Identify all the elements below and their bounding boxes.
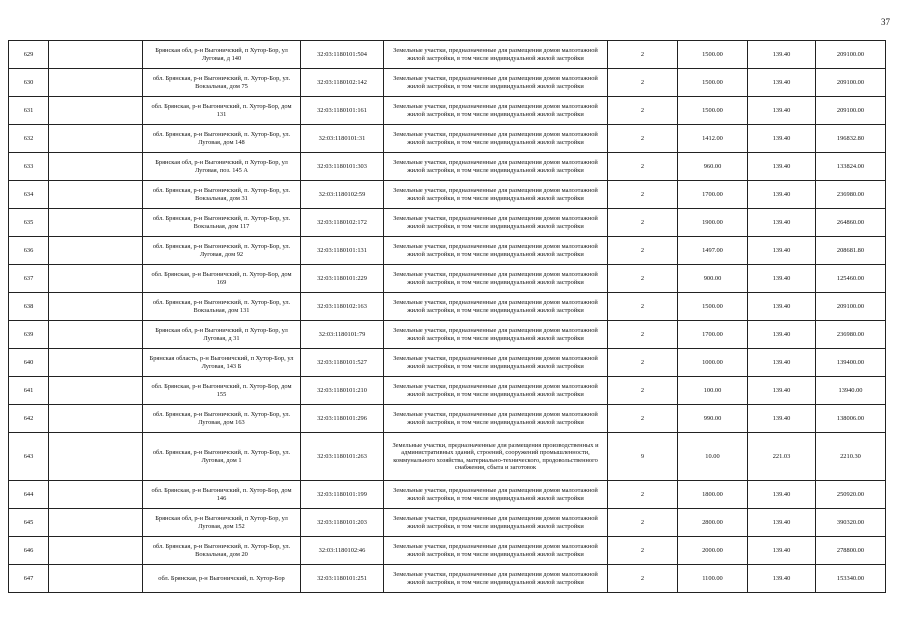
area-cell: 900.00 — [678, 265, 748, 293]
area-cell: 2000.00 — [678, 537, 748, 565]
cadastral-number-cell: 32:03:1180102:172 — [301, 209, 384, 237]
area-cell: 990.00 — [678, 405, 748, 433]
permitted-use-cell: Земельные участки, предназначенные для размещения домов малоэтажной жилой застройки, в том числе индивидуальной жилой застройки — [384, 293, 608, 321]
row-number-cell: 638 — [9, 293, 49, 321]
permitted-use-cell: Земельные участки, предназначенные для размещения домов малоэтажной жилой застройки, в том числе индивидуальной жилой застройки — [384, 321, 608, 349]
row-number-cell: 632 — [9, 125, 49, 153]
permitted-use-cell: Земельные участки, предназначенные для размещения домов малоэтажной жилой застройки, в том числе индивидуальной жилой застройки — [384, 481, 608, 509]
empty-cell — [49, 69, 143, 97]
specific-value-cell: 139.40 — [748, 293, 816, 321]
cadastral-value-cell: 133824.00 — [816, 153, 886, 181]
cadastral-value-cell: 2210.30 — [816, 433, 886, 481]
cadastral-number-cell: 32:03:1180101:504 — [301, 41, 384, 69]
permitted-use-cell: Земельные участки, предназначенные для размещения домов малоэтажной жилой застройки, в том числе индивидуальной жилой застройки — [384, 509, 608, 537]
permitted-use-cell: Земельные участки, предназначенные для размещения домов малоэтажной жилой застройки, в том числе индивидуальной жилой застройки — [384, 125, 608, 153]
empty-cell — [49, 237, 143, 265]
specific-value-cell: 139.40 — [748, 181, 816, 209]
row-number-cell: 645 — [9, 509, 49, 537]
specific-value-cell: 139.40 — [748, 265, 816, 293]
permitted-use-cell: Земельные участки, предназначенные для размещения домов малоэтажной жилой застройки, в том числе индивидуальной жилой застройки — [384, 237, 608, 265]
address-cell: обл. Брянская, р-н Выгоничский, п. Хутор-Бор, ул. Луговая, дом 148 — [143, 125, 301, 153]
empty-cell — [49, 481, 143, 509]
row-number-cell: 629 — [9, 41, 49, 69]
cadastral-value-cell: 236980.00 — [816, 321, 886, 349]
empty-cell — [49, 209, 143, 237]
address-cell: обл. Брянская, р-н Выгоничский, п. Хутор-Бор, ул. Луговая, дом 92 — [143, 237, 301, 265]
use-group-cell: 2 — [608, 481, 678, 509]
row-number-cell: 637 — [9, 265, 49, 293]
specific-value-cell: 139.40 — [748, 349, 816, 377]
specific-value-cell: 139.40 — [748, 537, 816, 565]
area-cell: 2800.00 — [678, 509, 748, 537]
cadastral-value-cell: 390320.00 — [816, 509, 886, 537]
specific-value-cell: 139.40 — [748, 69, 816, 97]
cadastral-number-cell: 32:03:1180101:210 — [301, 377, 384, 405]
use-group-cell: 2 — [608, 565, 678, 593]
empty-cell — [49, 433, 143, 481]
row-number-cell: 643 — [9, 433, 49, 481]
empty-cell — [49, 125, 143, 153]
specific-value-cell: 139.40 — [748, 153, 816, 181]
permitted-use-cell: Земельные участки, предназначенные для размещения домов малоэтажной жилой застройки, в том числе индивидуальной жилой застройки — [384, 349, 608, 377]
cadastral-value-cell: 250920.00 — [816, 481, 886, 509]
cadastral-number-cell: 32:03:1180101:79 — [301, 321, 384, 349]
cadastral-number-cell: 32:03:1180101:303 — [301, 153, 384, 181]
permitted-use-cell: Земельные участки, предназначенные для размещения домов малоэтажной жилой застройки, в том числе индивидуальной жилой застройки — [384, 97, 608, 125]
page-number: 37 — [881, 17, 890, 27]
address-cell: обл. Брянская, р-н Выгоничский, п. Хутор-Бор, дом 169 — [143, 265, 301, 293]
cadastral-number-cell: 32:03:1180101:296 — [301, 405, 384, 433]
area-cell: 1800.00 — [678, 481, 748, 509]
table-row — [9, 97, 886, 125]
use-group-cell: 2 — [608, 321, 678, 349]
specific-value-cell: 221.03 — [748, 433, 816, 481]
use-group-cell: 2 — [608, 349, 678, 377]
empty-cell — [49, 41, 143, 69]
empty-cell — [49, 321, 143, 349]
address-cell: обл. Брянская, р-н Выгоничский, п. Хутор-Бор, ул. Вокзальная, дом 31 — [143, 181, 301, 209]
cadastral-number-cell: 32:03:1180101:229 — [301, 265, 384, 293]
table-row — [9, 433, 886, 481]
permitted-use-cell: Земельные участки, предназначенные для размещения домов малоэтажной жилой застройки, в том числе индивидуальной жилой застройки — [384, 565, 608, 593]
area-cell: 960.00 — [678, 153, 748, 181]
row-number-cell: 634 — [9, 181, 49, 209]
permitted-use-cell: Земельные участки, предназначенные для размещения домов малоэтажной жилой застройки, в том числе индивидуальной жилой застройки — [384, 153, 608, 181]
row-number-cell: 640 — [9, 349, 49, 377]
use-group-cell: 2 — [608, 69, 678, 97]
address-cell: обл. Брянская, р-н Выгоничский, п. Хутор-Бор, ул. Вокзальная, дом 117 — [143, 209, 301, 237]
specific-value-cell: 139.40 — [748, 405, 816, 433]
permitted-use-cell: Земельные участки, предназначенные для размещения домов малоэтажной жилой застройки, в том числе индивидуальной жилой застройки — [384, 41, 608, 69]
use-group-cell: 2 — [608, 293, 678, 321]
cadastral-number-cell: 32:03:1180101:131 — [301, 237, 384, 265]
address-cell: Брянская обл, р-н Выгоничский, п Хутор-Бор, ул Луговая, д 140 — [143, 41, 301, 69]
cadastral-number-cell: 32:03:1180101:251 — [301, 565, 384, 593]
cadastral-value-cell: 264860.00 — [816, 209, 886, 237]
cadastral-number-cell: 32:03:1180101:199 — [301, 481, 384, 509]
address-cell: обл. Брянская, р-н Выгоничский, п. Хутор-Бор, дом 131 — [143, 97, 301, 125]
cadastral-number-cell: 32:03:1180101:161 — [301, 97, 384, 125]
area-cell: 1900.00 — [678, 209, 748, 237]
table-row — [9, 405, 886, 433]
empty-cell — [49, 537, 143, 565]
address-cell: обл. Брянская, р-н Выгоничский, п. Хутор-Бор, ул. Вокзальная, дом 131 — [143, 293, 301, 321]
permitted-use-cell: Земельные участки, предназначенные для размещения домов малоэтажной жилой застройки, в том числе индивидуальной жилой застройки — [384, 405, 608, 433]
cadastral-value-cell: 209100.00 — [816, 293, 886, 321]
address-cell: обл. Брянская, р-н Выгоничский, п. Хутор-Бор — [143, 565, 301, 593]
address-cell: обл. Брянская, р-н Выгоничский, п. Хутор-Бор, дом 155 — [143, 377, 301, 405]
cadastral-value-cell: 153340.00 — [816, 565, 886, 593]
address-cell: Брянская область, р-н Выгоничский, п Хутор-Бор, ул Луговая, 143 Б — [143, 349, 301, 377]
row-number-cell: 635 — [9, 209, 49, 237]
table-row — [9, 209, 886, 237]
table-row — [9, 349, 886, 377]
specific-value-cell: 139.40 — [748, 41, 816, 69]
specific-value-cell: 139.40 — [748, 321, 816, 349]
permitted-use-cell: Земельные участки, предназначенные для размещения домов малоэтажной жилой застройки, в том числе индивидуальной жилой застройки — [384, 537, 608, 565]
empty-cell — [49, 293, 143, 321]
area-cell: 1500.00 — [678, 69, 748, 97]
area-cell: 1100.00 — [678, 565, 748, 593]
table-row — [9, 265, 886, 293]
land-plots-table — [8, 40, 886, 593]
area-cell: 1412.00 — [678, 125, 748, 153]
table-row — [9, 481, 886, 509]
address-cell: обл. Брянская, р-н Выгоничский, п. Хутор-Бор, ул. Вокзальная, дом 20 — [143, 537, 301, 565]
empty-cell — [49, 405, 143, 433]
address-cell: Брянская обл, р-н Выгоничский, п Хутор-Бор, ул Луговая, д 31 — [143, 321, 301, 349]
use-group-cell: 2 — [608, 209, 678, 237]
table-row — [9, 181, 886, 209]
area-cell: 100.00 — [678, 377, 748, 405]
area-cell: 1500.00 — [678, 293, 748, 321]
cadastral-number-cell: 32:03:1180102:59 — [301, 181, 384, 209]
permitted-use-cell: Земельные участки, предназначенные для размещения производственных и административных зданий, строений, сооружений промышленности, коммунального хозяйства, материально-технического, продовольственного снабжения, сбыта и заготовок — [384, 433, 608, 481]
permitted-use-cell: Земельные участки, предназначенные для размещения домов малоэтажной жилой застройки, в том числе индивидуальной жилой застройки — [384, 69, 608, 97]
cadastral-value-cell: 196832.80 — [816, 125, 886, 153]
use-group-cell: 2 — [608, 181, 678, 209]
area-cell: 1700.00 — [678, 181, 748, 209]
row-number-cell: 630 — [9, 69, 49, 97]
cadastral-value-cell: 209100.00 — [816, 69, 886, 97]
cadastral-number-cell: 32:03:1180102:142 — [301, 69, 384, 97]
address-cell: обл. Брянская, р-н Выгоничский, п. Хутор-Бор, дом 146 — [143, 481, 301, 509]
use-group-cell: 2 — [608, 537, 678, 565]
cadastral-value-cell: 209100.00 — [816, 97, 886, 125]
cadastral-value-cell: 13940.00 — [816, 377, 886, 405]
use-group-cell: 2 — [608, 125, 678, 153]
table-row — [9, 125, 886, 153]
row-number-cell: 642 — [9, 405, 49, 433]
row-number-cell: 636 — [9, 237, 49, 265]
cadastral-number-cell: 32:03:1180101:263 — [301, 433, 384, 481]
use-group-cell: 2 — [608, 405, 678, 433]
permitted-use-cell: Земельные участки, предназначенные для размещения домов малоэтажной жилой застройки, в том числе индивидуальной жилой застройки — [384, 265, 608, 293]
use-group-cell: 2 — [608, 509, 678, 537]
table-row — [9, 321, 886, 349]
address-cell: обл. Брянская, р-н Выгоничский, п. Хутор-Бор, ул. Вокзальная, дом 75 — [143, 69, 301, 97]
table-row — [9, 293, 886, 321]
specific-value-cell: 139.40 — [748, 481, 816, 509]
specific-value-cell: 139.40 — [748, 565, 816, 593]
cadastral-value-cell: 278800.00 — [816, 537, 886, 565]
permitted-use-cell: Земельные участки, предназначенные для размещения домов малоэтажной жилой застройки, в том числе индивидуальной жилой застройки — [384, 181, 608, 209]
address-cell: обл. Брянская, р-н Выгоничский, п. Хутор-Бор, ул. Луговая, дом 163 — [143, 405, 301, 433]
table-row — [9, 377, 886, 405]
cadastral-value-cell: 208681.80 — [816, 237, 886, 265]
empty-cell — [49, 97, 143, 125]
area-cell: 1000.00 — [678, 349, 748, 377]
use-group-cell: 2 — [608, 41, 678, 69]
use-group-cell: 2 — [608, 237, 678, 265]
row-number-cell: 639 — [9, 321, 49, 349]
empty-cell — [49, 265, 143, 293]
address-cell: обл. Брянская, р-н Выгоничский, п. Хутор-Бор, ул. Луговая, дом 1 — [143, 433, 301, 481]
cadastral-value-cell: 139400.00 — [816, 349, 886, 377]
empty-cell — [49, 565, 143, 593]
specific-value-cell: 139.40 — [748, 209, 816, 237]
specific-value-cell: 139.40 — [748, 125, 816, 153]
row-number-cell: 641 — [9, 377, 49, 405]
table-row — [9, 41, 886, 69]
empty-cell — [49, 509, 143, 537]
row-number-cell: 647 — [9, 565, 49, 593]
table-row — [9, 69, 886, 97]
cadastral-value-cell: 209100.00 — [816, 41, 886, 69]
permitted-use-cell: Земельные участки, предназначенные для размещения домов малоэтажной жилой застройки, в том числе индивидуальной жилой застройки — [384, 377, 608, 405]
empty-cell — [49, 181, 143, 209]
area-cell: 10.00 — [678, 433, 748, 481]
table-row — [9, 537, 886, 565]
use-group-cell: 2 — [608, 377, 678, 405]
empty-cell — [49, 377, 143, 405]
specific-value-cell: 139.40 — [748, 97, 816, 125]
cadastral-value-cell: 125460.00 — [816, 265, 886, 293]
area-cell: 1700.00 — [678, 321, 748, 349]
empty-cell — [49, 349, 143, 377]
cadastral-number-cell: 32:03:1180101:527 — [301, 349, 384, 377]
area-cell: 1500.00 — [678, 41, 748, 69]
row-number-cell: 644 — [9, 481, 49, 509]
cadastral-number-cell: 32:03:1180102:163 — [301, 293, 384, 321]
permitted-use-cell: Земельные участки, предназначенные для размещения домов малоэтажной жилой застройки, в том числе индивидуальной жилой застройки — [384, 209, 608, 237]
use-group-cell: 2 — [608, 97, 678, 125]
area-cell: 1500.00 — [678, 97, 748, 125]
row-number-cell: 633 — [9, 153, 49, 181]
cadastral-number-cell: 32:03:1180101:31 — [301, 125, 384, 153]
table-body — [9, 41, 886, 593]
table-row — [9, 509, 886, 537]
cadastral-value-cell: 138006.00 — [816, 405, 886, 433]
use-group-cell: 2 — [608, 265, 678, 293]
specific-value-cell: 139.40 — [748, 377, 816, 405]
row-number-cell: 631 — [9, 97, 49, 125]
row-number-cell: 646 — [9, 537, 49, 565]
table-row — [9, 565, 886, 593]
specific-value-cell: 139.40 — [748, 237, 816, 265]
table-row — [9, 153, 886, 181]
use-group-cell: 2 — [608, 153, 678, 181]
area-cell: 1497.00 — [678, 237, 748, 265]
address-cell: Брянская обл, р-н Выгоничский, п Хутор-Бор, ул Луговая, дом 152 — [143, 509, 301, 537]
empty-cell — [49, 153, 143, 181]
cadastral-number-cell: 32:03:1180102:46 — [301, 537, 384, 565]
use-group-cell: 9 — [608, 433, 678, 481]
cadastral-number-cell: 32:03:1180101:203 — [301, 509, 384, 537]
table-row — [9, 237, 886, 265]
cadastral-value-cell: 236980.00 — [816, 181, 886, 209]
address-cell: Брянская обл, р-н Выгоничский, п Хутор-Бор, ул Луговая, поз. 145 А — [143, 153, 301, 181]
specific-value-cell: 139.40 — [748, 509, 816, 537]
